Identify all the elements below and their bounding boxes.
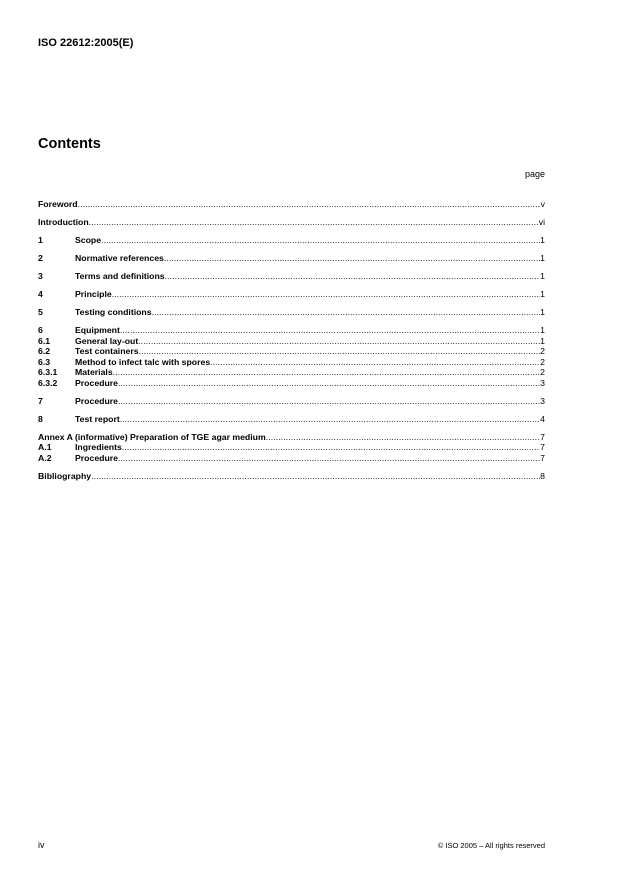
toc-entry-page: 1	[540, 325, 545, 335]
toc-entry-title: Ingredients	[75, 442, 122, 452]
toc-entry-title: Testing conditions	[75, 307, 152, 317]
toc-dot-leader	[120, 414, 540, 425]
toc-dot-leader	[165, 271, 541, 282]
toc-entry-number: A.1	[38, 442, 52, 452]
toc-entry-number: 5	[38, 307, 43, 317]
toc-entry[interactable]	[38, 253, 545, 264]
toc-dot-leader	[152, 307, 541, 318]
toc-entry-number: A.2	[38, 452, 52, 463]
toc-entry[interactable]	[38, 396, 545, 407]
toc-entry[interactable]	[38, 414, 545, 425]
toc-entry-page: 7	[540, 452, 545, 463]
toc-entry[interactable]	[38, 199, 545, 210]
toc-entry-page: 7	[540, 442, 545, 452]
toc-entry-page: 1	[540, 289, 545, 299]
toc-dot-leader	[118, 453, 540, 464]
toc-entry-title: Normative references	[75, 253, 164, 263]
toc-entry-number: 3	[38, 271, 43, 281]
toc-entry[interactable]	[38, 217, 545, 228]
toc-dot-leader	[164, 253, 540, 264]
toc-entry[interactable]	[38, 471, 545, 482]
toc-entry-page: vi	[538, 217, 545, 227]
toc-dot-leader	[122, 442, 540, 453]
toc-dot-leader	[139, 346, 541, 357]
page-title: Contents	[38, 136, 101, 152]
toc-entry-page: 2	[540, 356, 545, 367]
footer-page-number: iv	[38, 840, 45, 850]
toc-entry[interactable]	[38, 378, 545, 389]
toc-entry-title: Procedure	[75, 377, 118, 388]
toc-dot-leader	[78, 199, 541, 210]
toc-entry-number: 6.2	[38, 346, 51, 356]
toc-entry-number: 4	[38, 289, 43, 299]
toc-dot-leader	[91, 471, 540, 482]
toc-entry-page: 8	[540, 470, 545, 481]
toc-entry-title: Method to infect talc with spores	[75, 356, 211, 367]
toc-dot-leader	[118, 396, 540, 407]
toc-entry[interactable]	[38, 307, 545, 318]
toc-dot-leader	[118, 378, 540, 389]
toc-dot-leader	[112, 289, 540, 300]
toc-entry[interactable]	[38, 357, 545, 368]
toc-entry-title: Principle	[75, 289, 112, 299]
toc-entry-title: Test containers	[75, 346, 139, 356]
toc-dot-leader	[120, 325, 540, 336]
toc-dot-leader	[113, 367, 540, 378]
toc-entry[interactable]	[38, 336, 545, 347]
toc-entry-page: v	[540, 199, 545, 209]
toc-entry-title: Procedure	[75, 395, 118, 406]
toc-entry[interactable]	[38, 325, 545, 336]
toc-entry-number: 6.3.1	[38, 367, 58, 377]
toc-dot-leader	[138, 336, 540, 347]
toc-entry-title: Introduction	[38, 217, 89, 227]
toc-entry-page: 1	[540, 271, 545, 281]
toc-entry-number: 7	[38, 395, 43, 406]
toc-entry[interactable]	[38, 346, 545, 357]
toc-entry-title: Test report	[75, 413, 120, 424]
toc-entry-page: 2	[540, 367, 545, 377]
toc-entry-title: Materials	[75, 367, 113, 377]
toc-entry[interactable]	[38, 235, 545, 246]
toc-entry-title: Procedure	[75, 452, 118, 463]
toc-entry-title: Bibliography	[38, 470, 92, 481]
toc-entry-title: Terms and definitions	[75, 271, 165, 281]
toc-entry-page: 7	[540, 431, 545, 442]
toc-dot-leader	[101, 235, 540, 246]
toc-entry-number: 6.1	[38, 335, 51, 346]
table-of-contents	[38, 199, 545, 481]
toc-entry-number: 6.3	[38, 356, 51, 367]
toc-dot-leader	[266, 432, 540, 443]
toc-entry-page: 4	[540, 413, 545, 424]
toc-entry-page: 3	[540, 377, 545, 388]
toc-entry-number: 6.3.2	[38, 377, 58, 388]
toc-entry-number: 8	[38, 413, 43, 424]
toc-entry-title: General lay-out	[75, 335, 139, 346]
toc-entry-page: 2	[540, 346, 545, 356]
toc-entry-page: 1	[540, 335, 545, 346]
page-column-label: page	[524, 169, 545, 179]
toc-entry[interactable]	[38, 453, 545, 464]
toc-entry-number: 1	[38, 235, 43, 245]
document-header: ISO 22612:2005(E)	[38, 37, 134, 49]
toc-entry[interactable]	[38, 432, 545, 443]
toc-entry-title: Foreword	[38, 199, 78, 209]
footer-copyright: © ISO 2005 – All rights reserved	[437, 841, 545, 850]
toc-entry-page: 1	[540, 253, 545, 263]
toc-entry[interactable]	[38, 289, 545, 300]
toc-entry-number: 2	[38, 253, 43, 263]
toc-dot-leader	[210, 357, 540, 368]
toc-entry[interactable]	[38, 271, 545, 282]
toc-entry-page: 3	[540, 395, 545, 406]
toc-entry-page: 1	[540, 235, 545, 245]
toc-entry[interactable]	[38, 442, 545, 453]
toc-dot-leader	[89, 217, 539, 228]
toc-entry-title: Annex A (informative) Preparation of TGE agar medium	[38, 431, 266, 442]
toc-entry[interactable]	[38, 367, 545, 378]
toc-entry-number: 6	[38, 325, 43, 335]
toc-entry-title: Equipment	[75, 325, 120, 335]
toc-entry-title: Scope	[75, 235, 102, 245]
toc-entry-page: 1	[540, 307, 545, 317]
